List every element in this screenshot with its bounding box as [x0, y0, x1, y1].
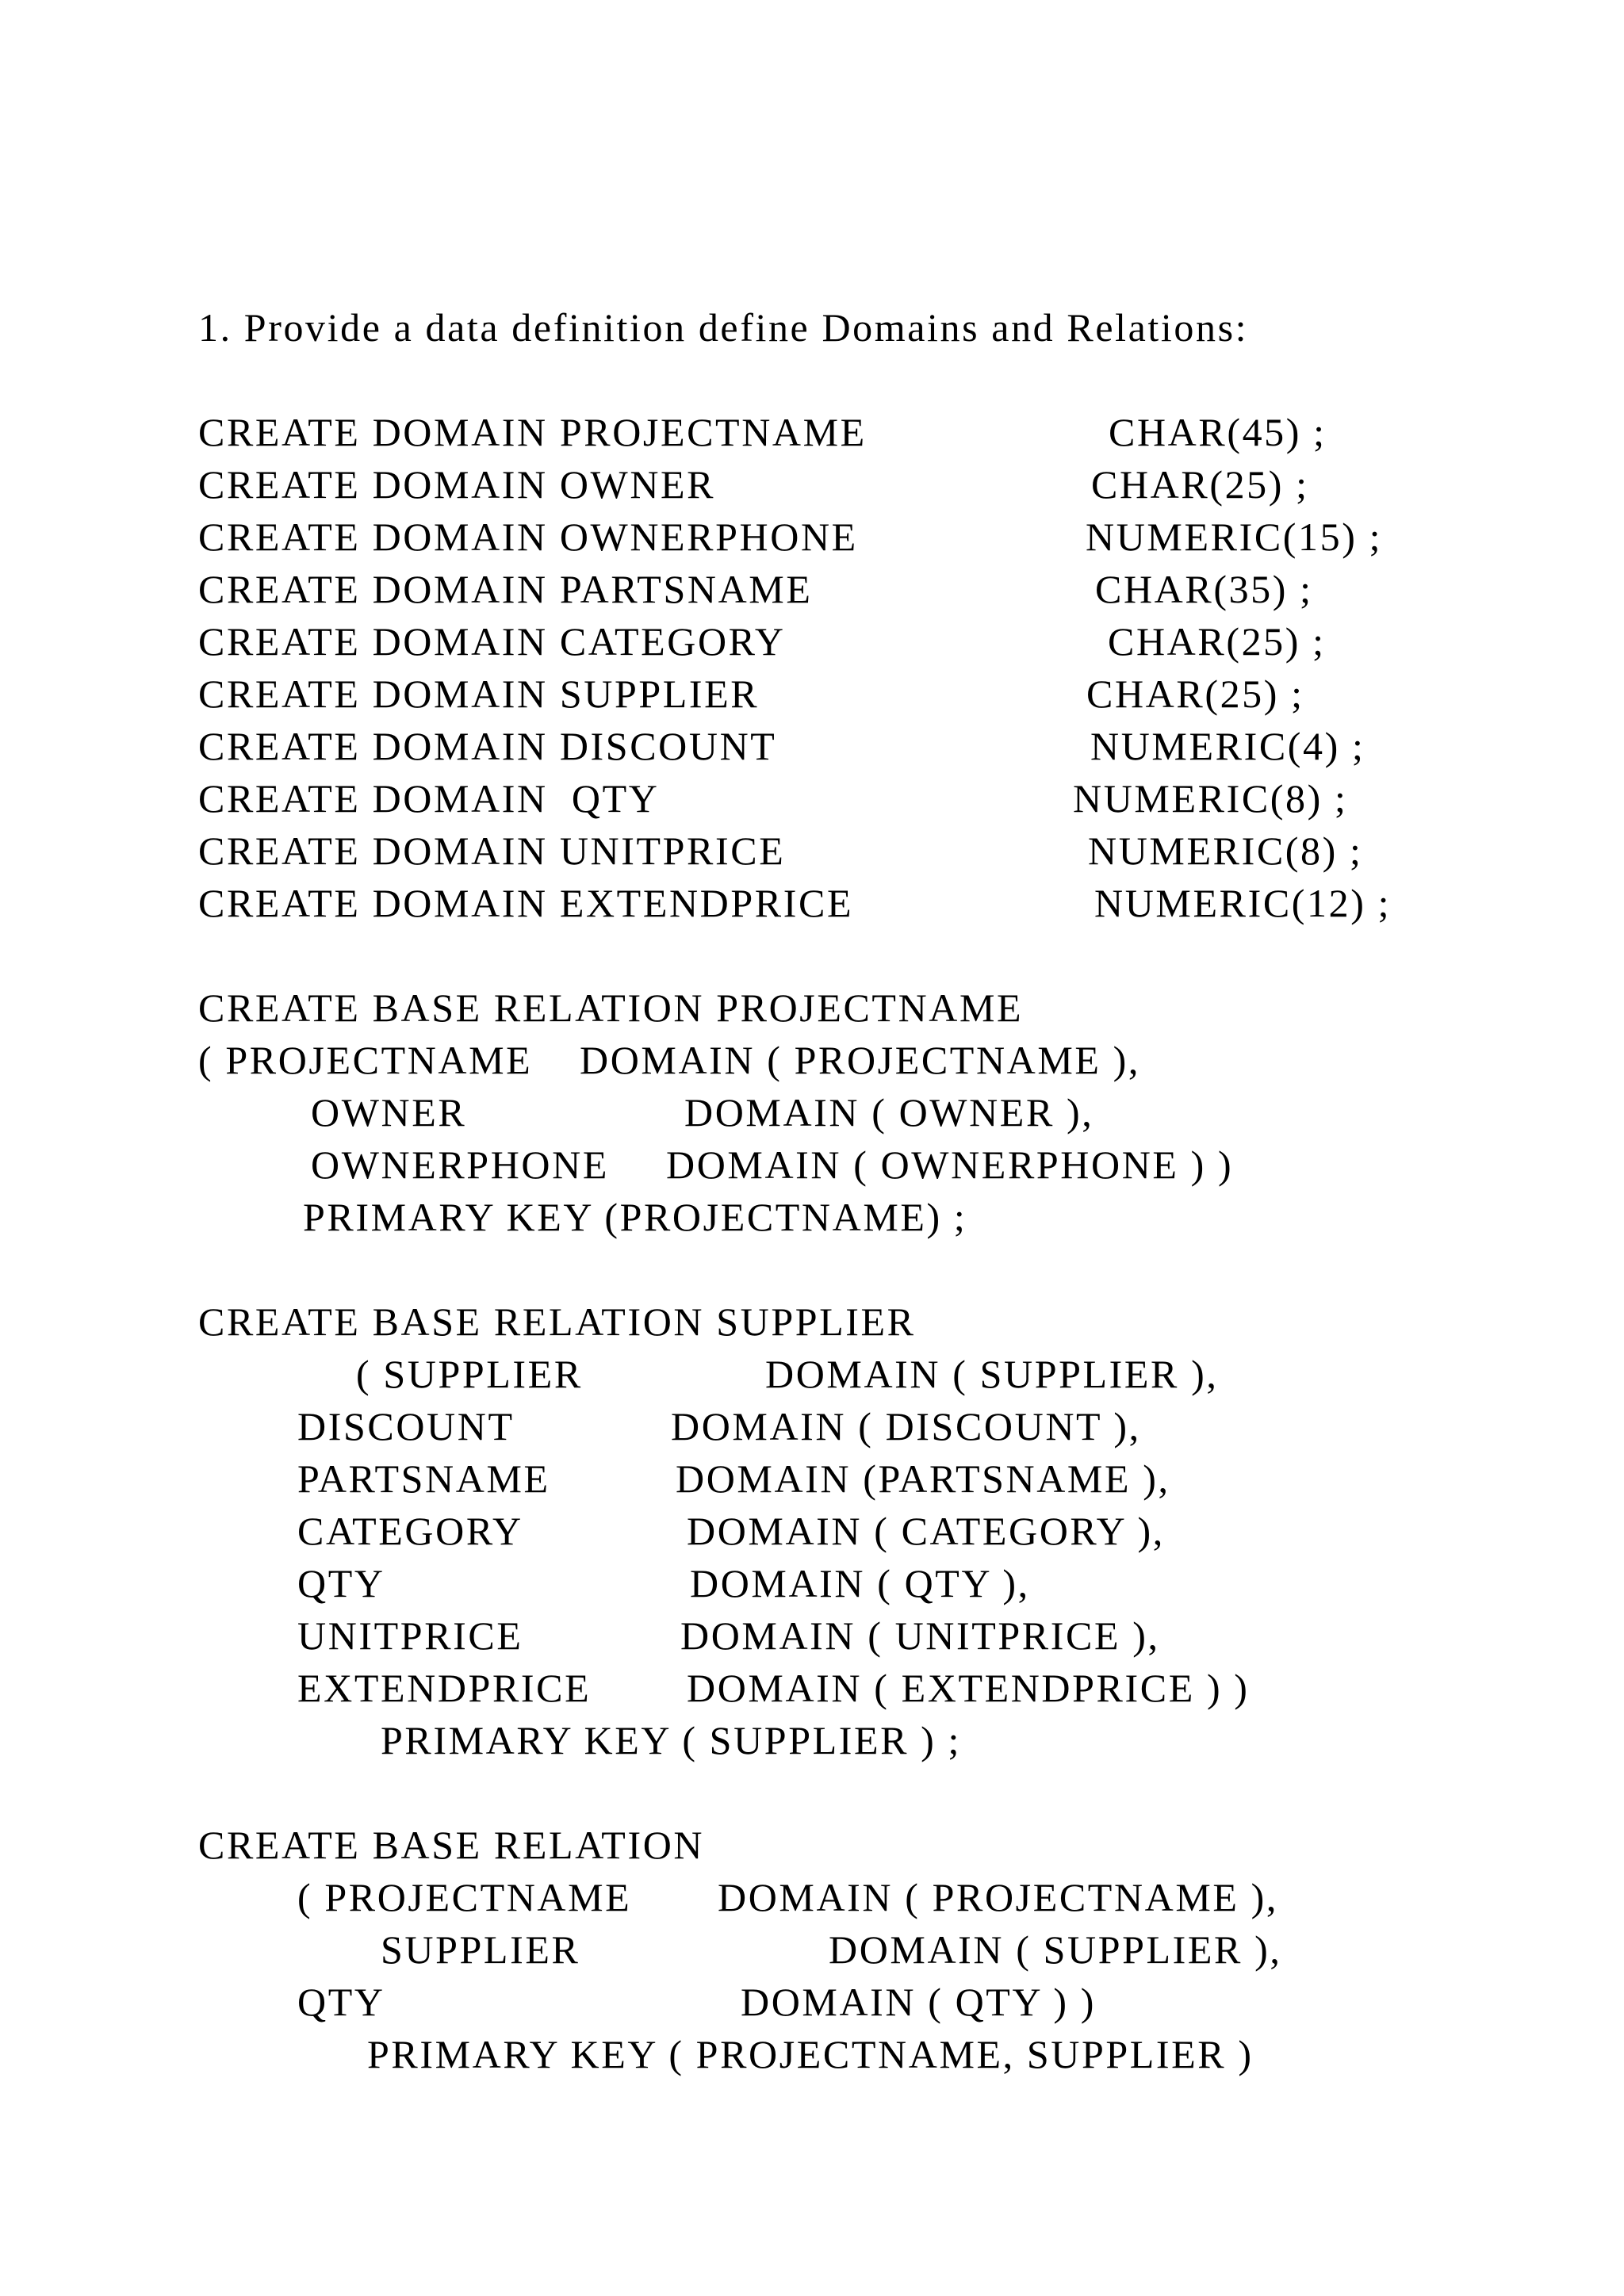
primary-key: PRIMARY KEY ( PROJECTNAME, SUPPLIER )	[367, 2032, 1254, 2076]
relation-attribute: CATEGORY	[297, 1509, 523, 1553]
domain-statement: CREATE DOMAIN QTY	[198, 776, 660, 821]
domain-type: NUMERIC(4) ;	[1090, 724, 1365, 768]
domain-statement: CREATE DOMAIN DISCOUNT	[198, 724, 777, 768]
relation-attribute: PARTSNAME	[297, 1456, 550, 1501]
relation-attribute-domain: DOMAIN ( OWNER ),	[684, 1090, 1094, 1135]
relation-attribute-domain: DOMAIN ( CATEGORY ),	[687, 1509, 1165, 1553]
primary-key: PRIMARY KEY ( SUPPLIER ) ;	[381, 1718, 962, 1762]
domain-statement: CREATE DOMAIN EXTENDPRICE	[198, 881, 854, 925]
domain-statement: CREATE DOMAIN PROJECTNAME	[198, 410, 867, 454]
domain-statement: CREATE DOMAIN CATEGORY	[198, 619, 786, 664]
relation-attribute-domain: DOMAIN ( EXTENDPRICE ) )	[687, 1666, 1250, 1710]
relation-attribute: OWNER	[311, 1090, 467, 1135]
relation-attribute-domain: DOMAIN (PARTSNAME ),	[676, 1456, 1170, 1501]
relation-header: CREATE BASE RELATION SUPPLIER	[198, 1299, 916, 1344]
domain-statement: CREATE DOMAIN OWNER	[198, 462, 716, 507]
relation-attribute-domain: DOMAIN ( OWNERPHONE ) )	[666, 1142, 1234, 1187]
relation-attribute: ( SUPPLIER	[356, 1352, 583, 1396]
domain-type: NUMERIC(8) ;	[1088, 828, 1363, 873]
domain-type: CHAR(25) ;	[1091, 462, 1309, 507]
relation-attribute-domain: DOMAIN ( DISCOUNT ),	[671, 1404, 1141, 1448]
primary-key: PRIMARY KEY (PROJECTNAME) ;	[303, 1195, 967, 1239]
relation-header: CREATE BASE RELATION	[198, 1823, 705, 1867]
domain-type: NUMERIC(8) ;	[1073, 776, 1348, 821]
relation-attribute-domain: DOMAIN ( QTY ) )	[741, 1980, 1096, 2024]
relation-attribute-domain: DOMAIN ( SUPPLIER ),	[765, 1352, 1219, 1396]
domain-statement: CREATE DOMAIN PARTSNAME	[198, 567, 813, 611]
domain-type: CHAR(25) ;	[1086, 672, 1304, 716]
relation-attribute-domain: DOMAIN ( PROJECTNAME ),	[718, 1875, 1279, 1919]
relation-header: CREATE BASE RELATION PROJECTNAME	[198, 985, 1024, 1030]
relation-attribute: QTY	[297, 1980, 385, 2024]
relation-attribute-domain: DOMAIN ( SUPPLIER ),	[829, 1927, 1282, 1972]
heading: 1. Provide a data definition define Domains and Relations:	[198, 305, 1249, 350]
relation-attribute-domain: DOMAIN ( PROJECTNAME ),	[580, 1038, 1141, 1082]
relation-attribute: EXTENDPRICE	[297, 1666, 592, 1710]
domain-statement: CREATE DOMAIN UNITPRICE	[198, 828, 786, 873]
domain-type: NUMERIC(12) ;	[1094, 881, 1392, 925]
relation-attribute-domain: DOMAIN ( UNITPRICE ),	[680, 1613, 1160, 1658]
domain-type: CHAR(25) ;	[1108, 619, 1326, 664]
relation-attribute: SUPPLIER	[381, 1927, 580, 1972]
relation-attribute: ( PROJECTNAME	[297, 1875, 632, 1919]
relation-attribute-domain: DOMAIN ( QTY ),	[690, 1561, 1030, 1605]
domain-type: CHAR(45) ;	[1109, 410, 1327, 454]
relation-attribute: ( PROJECTNAME	[198, 1038, 533, 1082]
domain-type: CHAR(35) ;	[1095, 567, 1313, 611]
relation-attribute: QTY	[297, 1561, 385, 1605]
domain-type: NUMERIC(15) ;	[1086, 515, 1383, 559]
relation-attribute: DISCOUNT	[297, 1404, 515, 1448]
relation-attribute: UNITPRICE	[297, 1613, 523, 1658]
relation-attribute: OWNERPHONE	[311, 1142, 609, 1187]
domain-statement: CREATE DOMAIN OWNERPHONE	[198, 515, 858, 559]
domain-statement: CREATE DOMAIN SUPPLIER	[198, 672, 760, 716]
